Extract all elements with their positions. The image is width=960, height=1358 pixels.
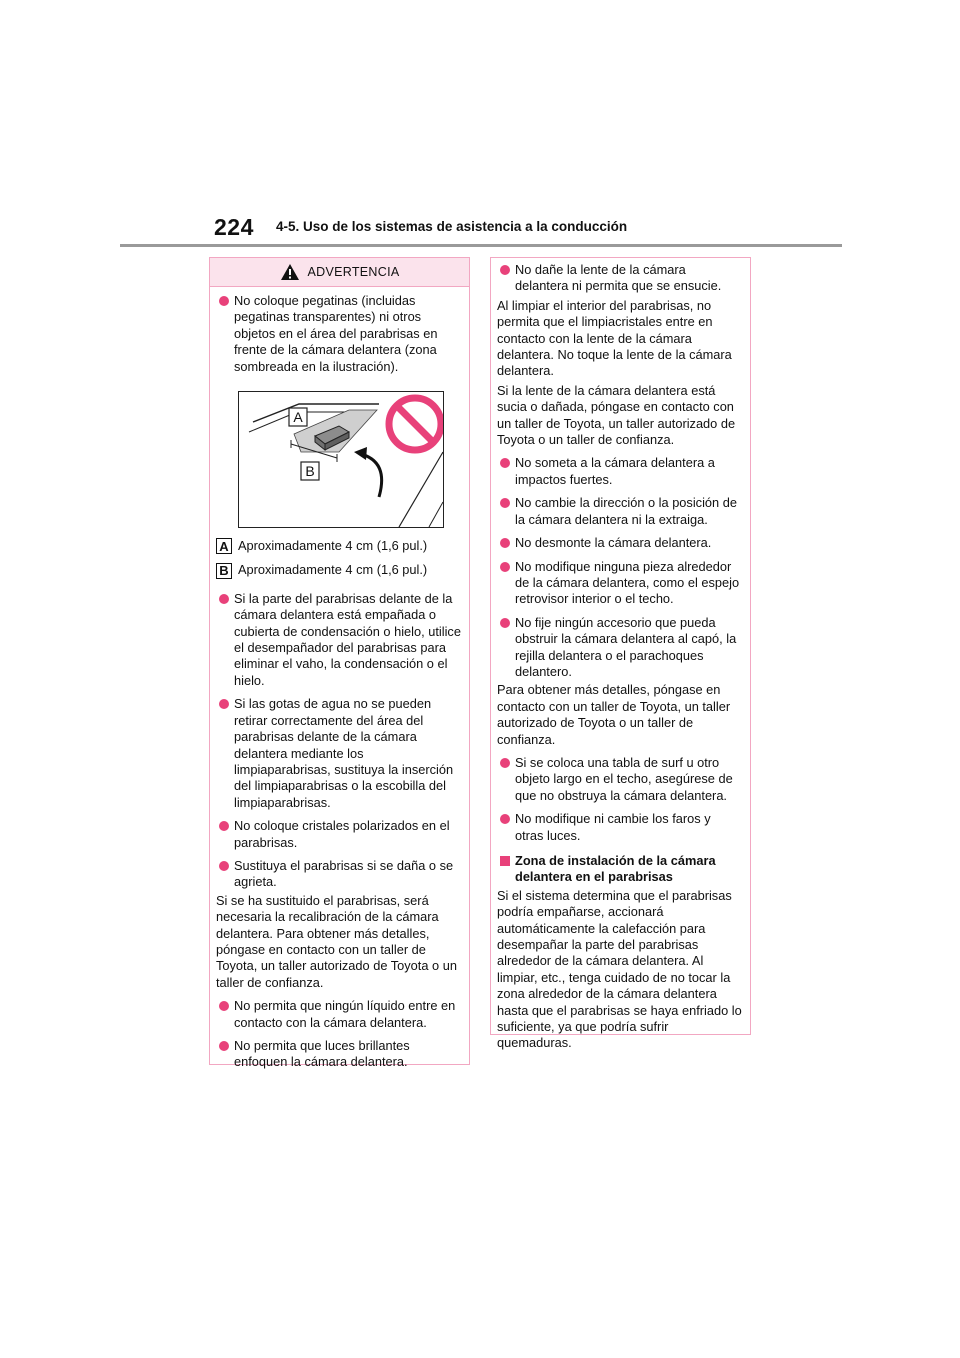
warning-content-right: [491, 258, 750, 1063]
subheading-installation-zone: Zona de instalación de la cámara delantera en el parabrisas: [497, 853, 742, 886]
section-title: 4-5. Uso de los sistemas de asistencia a la conducción: [276, 219, 628, 234]
legend-row-b: [216, 562, 461, 578]
bullet-item: No permita que ningún líquido entre en contacto con la cámara delantera.: [216, 998, 461, 1031]
bullet-dot-icon: [500, 562, 510, 572]
bullet-item: No desmonte la cámara delantera.: [497, 535, 742, 551]
bullet-item: Si las gotas de agua no se pueden retirar correctamente del área del parabrisas delante de la cámara delantera mediante los limpiaparabrisas, sustituya la inserción del limpiaparabrisas o la escobilla del limpiaparabrisas.: [216, 696, 461, 811]
bullet-item: No coloque pegatinas (incluidas pegatinas transparentes) ni otros objetos en el área del parabrisas en frente de la cámara delantera (zona sombreada en la ilustración).: [216, 293, 461, 375]
paragraph-dirty-lens: Si la lente de la cámara delantera está sucia o dañada, póngase en contacto con un taller de Toyota, un taller autorizado de Toyota o un taller de confianza.: [497, 382, 736, 448]
warning-triangle-icon: [280, 263, 300, 281]
bullet-item: No modifique ni cambie los faros y otras luces.: [497, 811, 742, 844]
bullet-dot-icon: [500, 458, 510, 468]
bullet-dot-icon: [219, 1001, 229, 1011]
bullet-dot-icon: [219, 1041, 229, 1051]
paragraph-heating: Si el sistema determina que el parabrisas podría empañarse, accionará automáticamente la calefacción para desempañar la parte del parabrisas alrededor de la cámara delantera. Al limpiar, etc., tenga cuidado de no tocar la zona alrededor de la cámara delantera hasta que el parabrisas se haya enfriado lo suficiente, ya que podría sufrir quemaduras.: [497, 887, 742, 1051]
illustration-label-a: A: [293, 409, 303, 426]
warning-content-left: [210, 287, 469, 1082]
warning-title: ADVERTENCIA: [307, 265, 400, 279]
warning-box-left: [209, 257, 470, 1070]
square-bullet-icon: [500, 856, 510, 866]
legend-row-a: [216, 538, 461, 554]
bullet-dot-icon: [500, 538, 510, 548]
illustration-label-b: B: [305, 463, 315, 480]
bullet-dot-icon: [219, 699, 229, 709]
header-divider: [120, 244, 842, 247]
page-number: 224: [214, 214, 254, 240]
paragraph-details: Para obtener más detalles, póngase en contacto con un taller de Toyota, un taller autorizado de Toyota o un taller de confianza.: [497, 682, 731, 747]
bullet-item: No dañe la lente de la cámara delantera ni permita que se ensucie.: [497, 262, 742, 295]
bullet-item: No someta a la cámara delantera a impactos fuertes.: [497, 455, 742, 488]
bullet-dot-icon: [219, 296, 229, 306]
legend-key-b: B: [216, 563, 232, 579]
paragraph-replacement: Si se ha sustituido el parabrisas, será necesaria la recalibración de la cámara delantera. Para obtener más detalles, póngase en contacto con un taller de Toyota, un taller autorizado de Toyota o un taller de confianza.: [216, 892, 457, 990]
bullet-dot-icon: [500, 814, 510, 824]
bullet-dot-icon: [500, 758, 510, 768]
bullet-dot-icon: [500, 265, 510, 275]
paragraph-cleaning: Al limpiar el interior del parabrisas, no permita que el limpiacristales entre en contacto con la lente de la cámara delantera. No toque la lente de la cámara delantera.: [497, 297, 732, 379]
bullet-dot-icon: [219, 594, 229, 604]
bullet-dot-icon: [219, 861, 229, 871]
bullet-item: No coloque cristales polarizados en el parabrisas.: [216, 818, 461, 851]
bullet-item: Si la parte del parabrisas delante de la cámara delantera está empañada o cubierta de condensación o hielo, utilice el desempañador del parabrisas para eliminar el vaho, la condensación o el hielo.: [216, 591, 461, 689]
legend-text-a: Aproximadamente 4 cm (1,6 pul.): [238, 538, 428, 554]
bullet-item: Si se coloca una tabla de surf u otro objeto largo en el techo, asegúrese de que no obstruya la cámara delantera.: [497, 755, 742, 804]
bullet-dot-icon: [500, 618, 510, 628]
bullet-item: No modifique ninguna pieza alrededor de la cámara delantera, como el espejo retrovisor interior o el techo.: [497, 559, 742, 608]
warning-box-right: [490, 257, 751, 1051]
windshield-illustration: [238, 391, 444, 528]
bullet-item: No cambie la dirección o la posición de la cámara delantera ni la extraiga.: [497, 495, 742, 528]
bullet-dot-icon: [500, 498, 510, 508]
warning-header: [210, 258, 469, 287]
bullet-item: No fije ningún accesorio que pueda obstruir la cámara delantera al capó, la rejilla delantera o el parachoques delantero.: [497, 615, 742, 681]
legend-text-b: Aproximadamente 4 cm (1,6 pul.): [238, 562, 428, 578]
legend-key-a: A: [216, 538, 232, 554]
bullet-dot-icon: [219, 821, 229, 831]
bullet-item: Sustituya el parabrisas si se daña o se agrieta.: [216, 858, 461, 891]
prohibition-icon: [389, 398, 441, 450]
bullet-item: No permita que luces brillantes enfoquen la cámara delantera.: [216, 1038, 461, 1071]
